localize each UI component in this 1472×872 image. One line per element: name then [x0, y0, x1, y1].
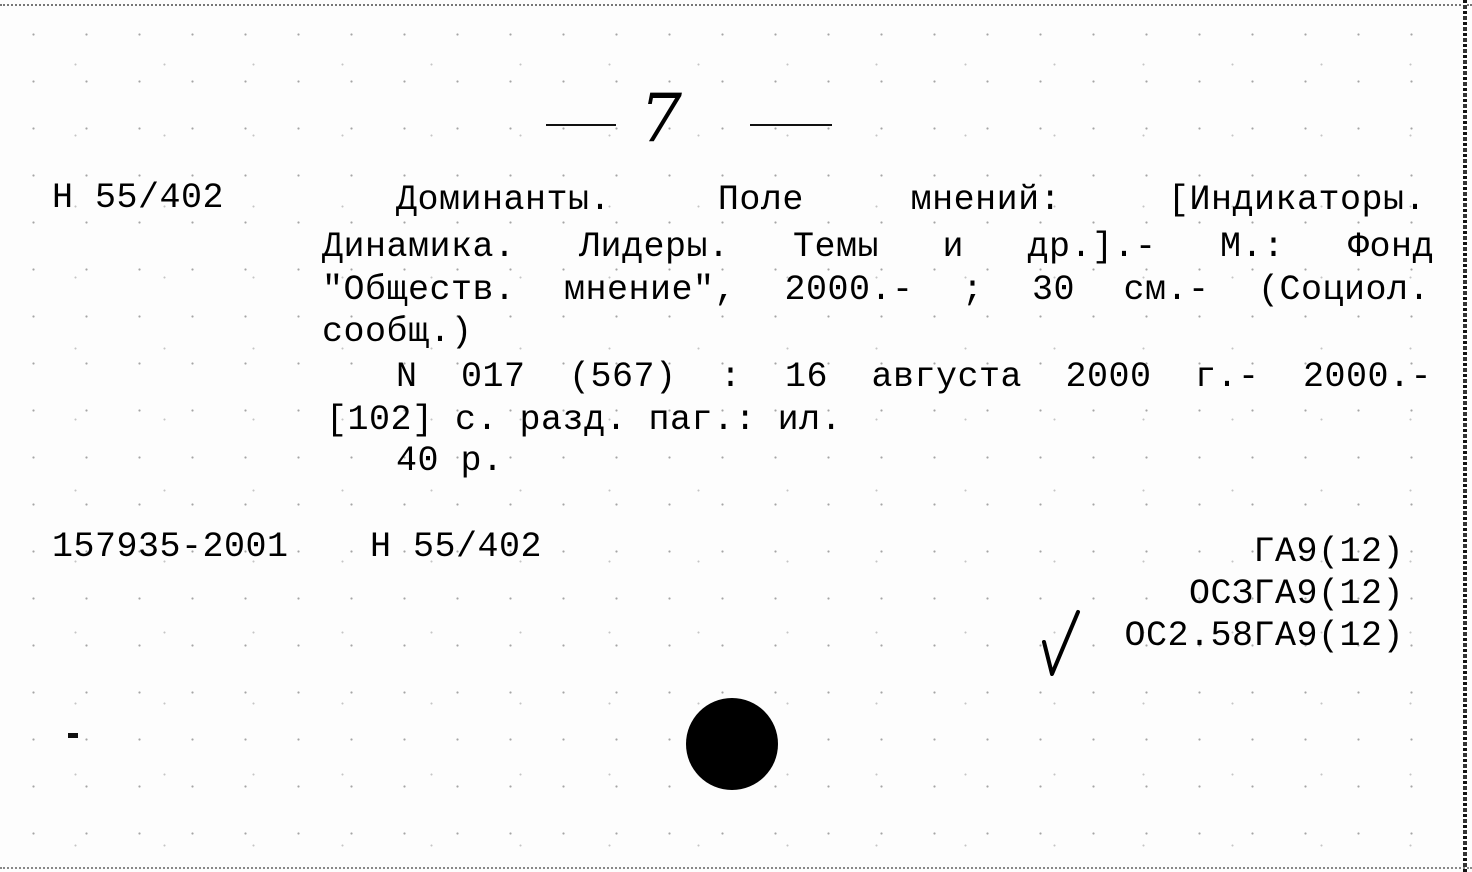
page-number-dash-right: [750, 124, 832, 126]
card-top-edge: [0, 4, 1472, 6]
card-right-edge: [1463, 0, 1467, 872]
classification-code-3: ОС2.58ГА9(12): [1124, 616, 1404, 656]
page-number: 7: [640, 80, 682, 157]
issue-line-2: [102] с. разд. паг.: ил.: [326, 400, 843, 440]
price: 40 р.: [396, 441, 504, 481]
classification-code-2: ОСЗГА9(12): [1188, 574, 1404, 614]
ink-mark: [68, 733, 78, 738]
classification-code-1: ГА9(12): [1253, 532, 1404, 572]
checkmark-icon: [1040, 608, 1082, 678]
title-line-3: "Обществ. мнение", 2000.- ; 30 см.- (Социол.: [322, 270, 1430, 310]
page-number-dash-left: [546, 124, 616, 126]
inventory-number: 157935-2001: [52, 527, 289, 567]
inventory-shelfmark: Н 55/402: [370, 527, 543, 567]
card-bottom-edge: [0, 867, 1472, 869]
punch-hole: [686, 698, 778, 790]
title-line-1: Доминанты. Поле мнений: [Индикаторы.: [396, 180, 1426, 220]
title-line-2: Динамика. Лидеры. Темы и др.].- М.: Фонд: [322, 227, 1434, 267]
shelfmark: Н 55/402: [52, 178, 225, 218]
title-line-4: сообщ.): [322, 312, 473, 352]
issue-line-1: N 017 (567) : 16 августа 2000 г.- 2000.-: [396, 357, 1432, 397]
